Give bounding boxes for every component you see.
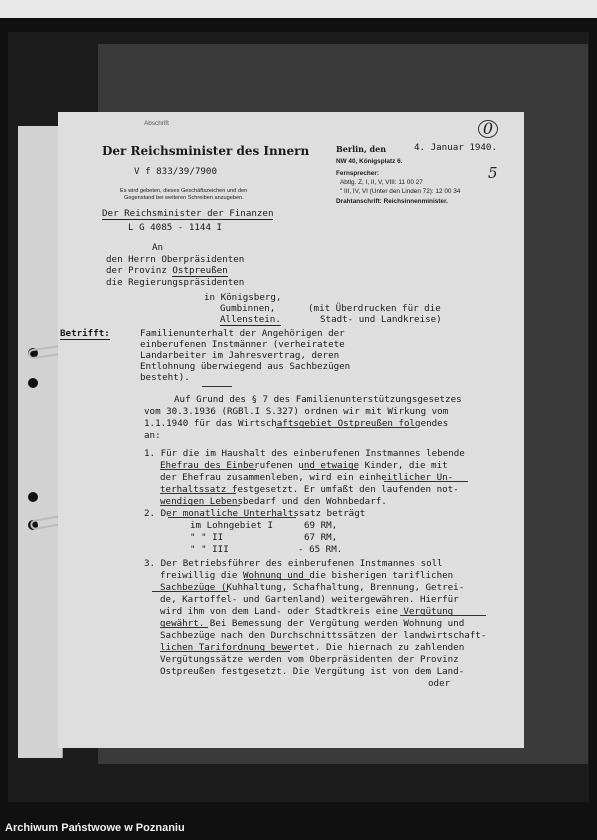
reference-number: V f 833/39/7900 [134,166,217,177]
intro-line-2: vom 30.3.1936 (RGBl.I S.327) ordnen wir mit Wirkung vom [144,406,449,417]
hand-underline [160,493,236,494]
recipient-line-1: den Herrn Oberpräsidenten [106,254,245,265]
hand-underline [160,469,256,470]
subject-line-5: besteht). [140,372,190,383]
para1-line-3: der Ehefrau zusammenleben, wird ein einheitlicher Un- [160,472,454,483]
subject-line-2: einberufenen Instmänner (verheiratete [140,339,345,350]
reference-number-2: L G 4085 - 1144 I [128,222,223,233]
phone-line-2: " III, IV, VI (Unter den Linden 72): 12 00 34 [340,188,461,195]
city-allenstein: Allenstein. [220,314,281,325]
para1-line-5: wendigen Lebensbedarf und den Wohnbedarf. [160,496,387,507]
para3-line-10: Ostpreußen festgesetzt. Die Vergütung ist von dem Land- [160,666,465,677]
city-gumbinnen: Gumbinnen, [220,303,276,314]
hand-underline [244,579,310,580]
rate-label-2: " " II [190,532,224,543]
para3-line-3: Sachbezüge (Kuhhaltung, Schafhaltung, Brennung, Getrei- [160,582,465,593]
para3-line-6: gewährt. Bei Bemessung der Vergütung werden Wohnung und [160,618,465,629]
recipient-line-2: der Provinz Ostpreußen [106,265,228,276]
para1-line-1: 1. Für die im Haushalt des einberufenen Instmannes lebende [144,448,465,459]
phone-label: Fernsprecher: [336,170,379,177]
hand-underline [168,517,296,518]
punch-hole [28,378,38,388]
copies-note-1: (mit Überdrucken für die [308,303,441,314]
reference-note-1: Es wird gebeten, dieses Geschäftszeichen und den [120,188,248,194]
handwritten-circle-mark: 0 [478,120,498,138]
ministry-finance: Der Reichsminister der Finanzen [102,208,274,219]
intro-line-1: Auf Grund des § 7 des Familienunterstützungsgesetzes [174,394,462,405]
para3-line-9: Vergütungssätze werden vom Oberpräsidenten der Provinz [160,654,459,665]
rate-value-1: 69 RM, [304,520,338,531]
rate-label-3: " " III [190,544,229,555]
para1-line-4: terhaltssatz festgesetzt. Er umfaßt den laufenden not- [160,484,459,495]
para3-line-2: freiwillig die Wohnung und die bisherigen tariflichen [160,570,454,581]
hand-underline [160,505,240,506]
copy-label: Abschrift [144,120,169,127]
recipient-line-3: die Regierungspräsidenten [106,277,245,288]
intro-line-4: an: [144,430,161,441]
rate-value-3: - 65 RM. [298,544,343,555]
letter-date: 4. Januar 1940. [414,142,497,153]
punch-hole [28,492,38,502]
separator-line [202,386,232,387]
city-koenigsberg: in Königsberg, [204,292,282,303]
hand-underline [160,651,290,652]
para3-line-5: wird ihm von dem Land- oder Stadtkreis eine Vergütung [160,606,454,617]
para2-line-1: 2. Der monatliche Unterhaltssatz beträgt [144,508,366,519]
phone-line-1: Abtlg. Z, I, II, V, VIII: 11 00 27 [340,179,423,186]
address: NW 40, Königsplatz 6. [336,158,403,165]
document-page [58,112,524,748]
copies-note-2: Stadt- und Landkreise) [320,314,442,325]
para1-line-2: Ehefrau des Einberufenen und etwaige Kinder, die mit [160,460,448,471]
recipient-an: An [152,242,164,253]
hand-underline [400,615,486,616]
telegram-address: Drahtanschrift: Reichsinnenminister. [336,198,448,205]
archive-credit: Archiwum Państwowe w Poznaniu [5,822,185,834]
reference-note-2: Gegenstand bei weiteren Schreiben anzugeben. [124,195,244,201]
hand-underline [160,627,208,628]
hand-underline [384,481,468,482]
subject-line-1: Familienunterhalt der Angehörigen der [140,328,345,339]
rate-label-1: im Lohngebiet I [190,520,273,531]
para3-line-8: lichen Tarifordnung bewertet. Die hiernach zu zahlenden [160,642,465,653]
city-label: Berlin, den [336,144,387,154]
handwritten-page-number: 5 [488,164,498,182]
folder-edge [18,126,63,758]
para3-line-11: oder [428,678,451,689]
hand-underline [276,427,416,428]
hand-underline [302,469,358,470]
top-bar [0,0,597,18]
ministry-title: Der Reichsminister des Innern [102,144,310,158]
para3-line-1: 3. Der Betriebsführer des einberufenen Instmannes soll [144,558,443,569]
para3-line-4: de, Kartoffel- und Gartenland) weitergewähren. Hierfür [160,594,459,605]
rate-value-2: 67 RM, [304,532,338,543]
subject-label: Betrifft: [60,328,110,339]
subject-line-3: Landarbeiter im Jahresvertrag, deren [140,350,340,361]
para3-line-7: Sachbezüge nach den Durchschnittssätzen der landwirtschaft- [160,630,487,641]
hand-underline [152,591,228,592]
intro-line-3: 1.1.1940 für das Wirtschaftsgebiet Ostpreußen folgendes [144,418,449,429]
subject-line-4: Entlohnung überwiegend aus Sachbezügen [140,361,351,372]
